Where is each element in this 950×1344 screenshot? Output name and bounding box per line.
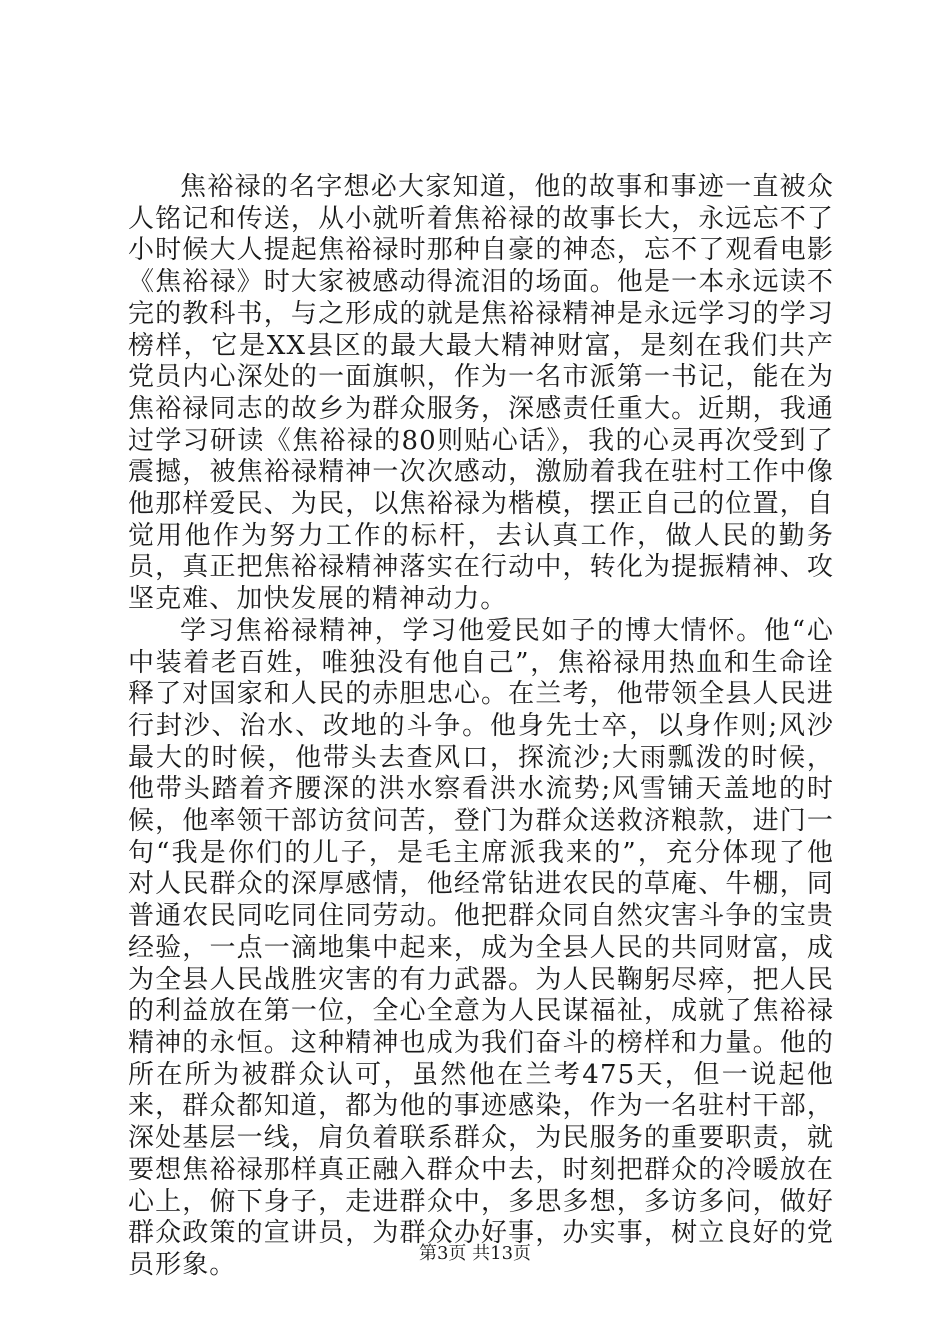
page-number-footer: 第3页 共13页 bbox=[418, 1243, 532, 1264]
document-body bbox=[128, 172, 834, 1282]
paragraph-2: 学习焦裕禄精神，学习他爱民如子的博大情怀。他“心中装着老百姓，唯独没有他自己”，焦裕禄用热血和生命诠释了对国家和人民的赤胆忠心。在兰考，他带领全县人民进行封沙、治水、改地的斗争。他身先士卒，以身作则;风沙最大的时候，他带头去查风口，探流沙;大雨瓢泼的时候，他带头踏着齐腰深的洪水察看洪水流势;风雪铺天盖地的时候，他率领干部访贫问苦，登门为群众送救济粮款，进门一句“我是你们的儿子，是毛主席派我来的”，充分体现了他对人民群众的深厚感情，他经常钻进农民的草庵、牛棚，同普通农民同吃同住同劳动。他把群众同自然灾害斗争的宝贵经验，一点一滴地集中起来，成为全县人民的共同财富，成为全县人民战胜灾害的有力武器。为人民鞠躬尽瘁，把人民的利益放在第一位，全心全意为人民谋福祉，成就了焦裕禄精神的永恒。这种精神也成为我们奋斗的榜样和力量。他的所在所为被群众认可，虽然他在兰考475天，但一说起他来，群众都知道，都为他的事迹感染，作为一名驻村干部，深处基层一线，肩负着联系群众，为民服务的重要职责，就要想焦裕禄那样真正融入群众中去，时刻把群众的冷暖放在心上，俯下身子，走进群众中，多思多想，多访多问，做好群众政策的宣讲员，为群众办好事，办实事，树立良好的党员形象。 bbox=[128, 615, 834, 1280]
paragraph-1: 焦裕禄的名字想必大家知道，他的故事和事迹一直被众人铭记和传送，从小就听着焦裕禄的故事长大，永远忘不了小时候大人提起焦裕禄时那种自豪的神态，忘不了观看电影《焦裕禄》时大家被感动得流泪的场面。他是一本永远读不完的教科书，与之形成的就是焦裕禄精神是永远学习的学习榜样，它是XX县区的最大最大精神财富，是刻在我们共产党员内心深处的一面旗帜，作为一名市派第一书记，能在为焦裕禄同志的故乡为群众服务，深感责任重大。近期，我通过学习研读《焦裕禄的80则贴心话》，我的心灵再次受到了震撼，被焦裕禄精神一次次感动，激励着我在驻村工作中像他那样爱民、为民，以焦裕禄为楷模，摆正自己的位置，自觉用他作为努力工作的标杆，去认真工作，做人民的勤务员，真正把焦裕禄精神落实在行动中，转化为提振精神、攻坚克难、加快发展的精神动力。 bbox=[128, 172, 834, 615]
